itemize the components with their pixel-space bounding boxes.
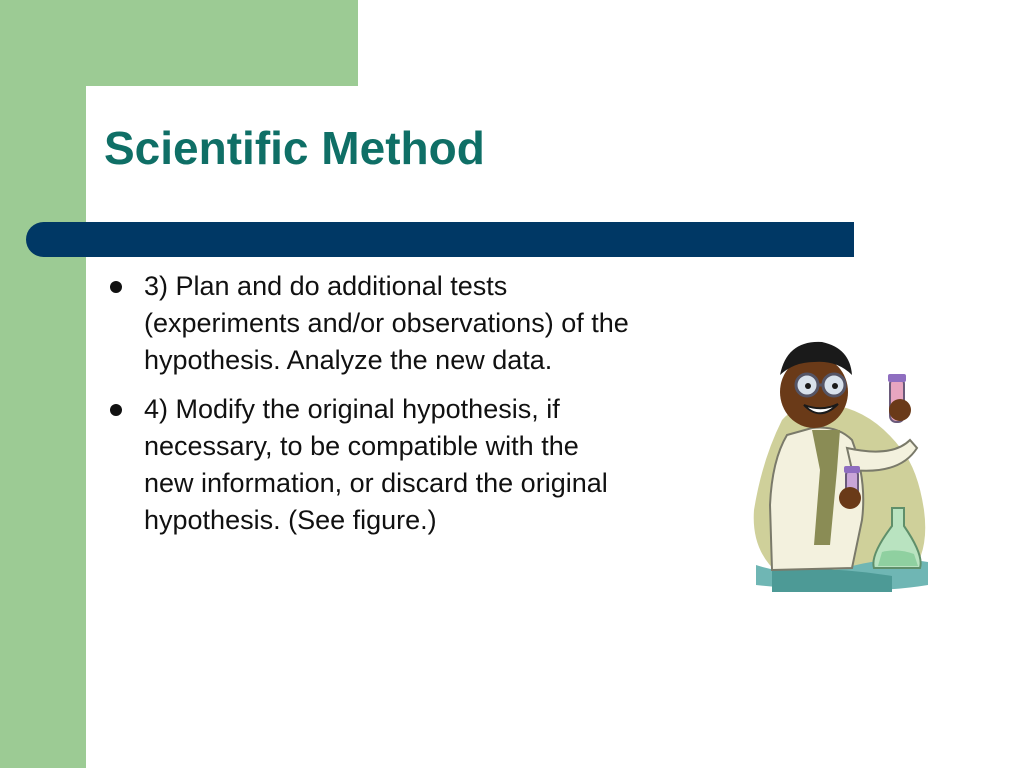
bullet-dot-icon [110,281,122,293]
bullet-dot-icon [110,404,122,416]
scientist-clipart-icon [742,330,932,595]
bullet-list [104,268,634,551]
bullet-item [104,391,634,539]
slide-title: Scientific Method [104,122,485,174]
bullet-item [104,268,634,379]
bullet-text: 4) Modify the original hypothesis, if necessary, to be compatible with the new information, or discard the original hypothesis. (See figure.) [144,394,608,535]
title-underline-bar [26,222,854,257]
green-left-band [0,0,86,768]
bullet-text: 3) Plan and do additional tests (experiments and/or observations) of the hypothesis. Analyze the new data. [144,271,629,375]
